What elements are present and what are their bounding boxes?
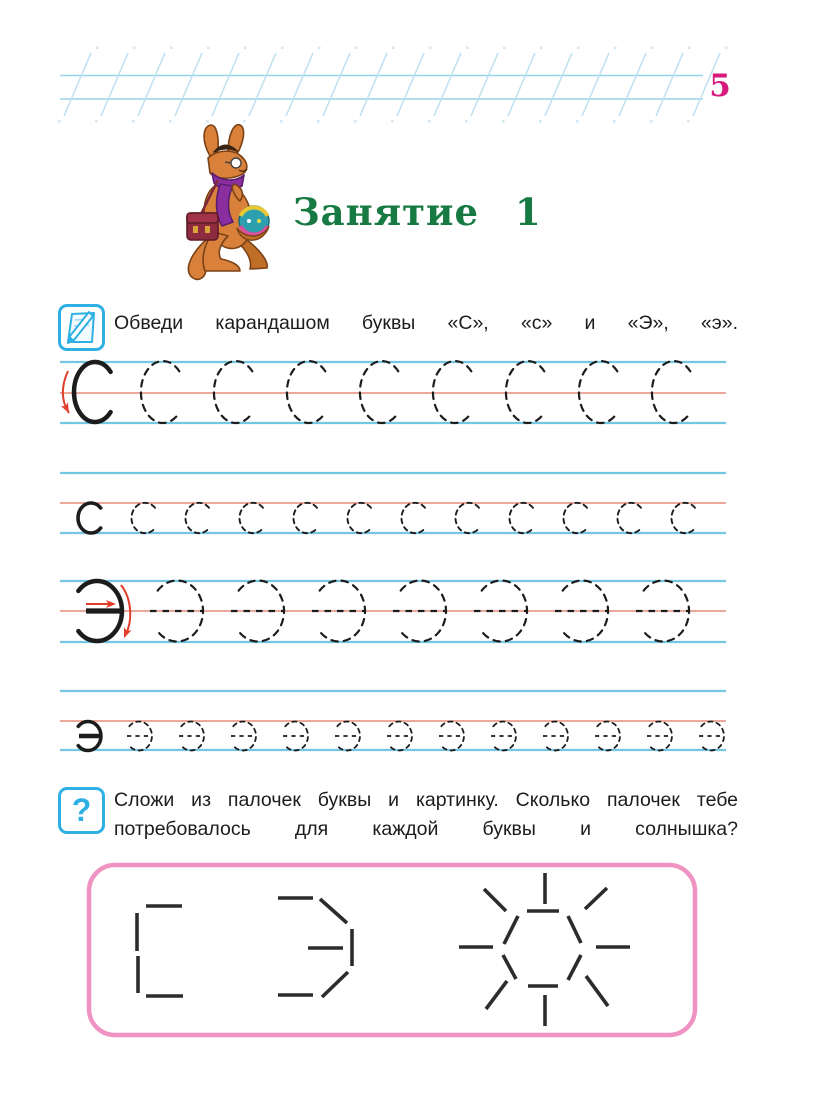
dashed-letter-э <box>491 722 516 751</box>
solid-letter-с <box>78 503 101 533</box>
dashed-letter-С <box>360 361 398 423</box>
dashed-letter-с <box>347 503 371 533</box>
dashed-letter-с <box>509 503 533 533</box>
dashed-letter-э <box>595 722 620 751</box>
dashed-letter-с <box>563 503 587 533</box>
instruction-stick-letters: Сложи из палочек буквы и картинку. Сколько палочек тебе потребовалось для каждой буквы и солнышка? <box>114 789 738 840</box>
stick-figures-box <box>89 865 695 1035</box>
dashed-letter-э <box>231 722 256 751</box>
stroke-direction-arrow <box>61 371 69 413</box>
dashed-letter-с <box>455 503 479 533</box>
pencil-task-icon-box <box>58 304 105 351</box>
dashed-letter-э <box>179 722 204 751</box>
dashed-letter-С <box>287 361 325 423</box>
slant-guides <box>58 47 728 123</box>
tracing-row-lower-s <box>60 473 726 533</box>
dashed-letter-э <box>283 722 308 751</box>
solid-letter-э <box>78 722 101 751</box>
dashed-letter-С <box>141 361 179 423</box>
tracing-rows <box>60 361 726 751</box>
lesson-title-word: Занятие <box>293 190 479 234</box>
stroke-direction-arrow <box>86 600 116 608</box>
tracing-row-upper-s <box>60 361 726 423</box>
easter-egg-ball <box>237 206 269 240</box>
lesson-title <box>293 190 542 234</box>
dashed-letter-э <box>647 722 672 751</box>
dashed-letter-э <box>387 722 412 751</box>
lesson-number: 1 <box>514 190 542 234</box>
dashed-letter-э <box>439 722 464 751</box>
dashed-letter-с <box>293 503 317 533</box>
tracing-row-lower-e <box>60 691 726 751</box>
bag-flap <box>187 213 218 223</box>
dashed-letter-С <box>433 361 471 423</box>
dashed-letter-с <box>617 503 641 533</box>
bag-clasp <box>205 226 210 233</box>
dashed-letter-с <box>131 503 155 533</box>
page-number: 5 <box>709 68 731 104</box>
dashed-letter-с <box>671 503 695 533</box>
dashed-letter-э <box>335 722 360 751</box>
dashed-letter-с <box>185 503 209 533</box>
bag-clasp <box>193 226 198 233</box>
dashed-letter-э <box>127 722 152 751</box>
dashed-letter-С <box>506 361 544 423</box>
dashed-letter-С <box>652 361 690 423</box>
question-icon: ? <box>71 792 92 828</box>
solid-letter-С <box>74 362 111 422</box>
question-task-icon-box <box>58 787 105 834</box>
kangaroo-illustration <box>170 122 290 284</box>
dashed-letter-с <box>239 503 263 533</box>
pencil-icon <box>61 307 102 348</box>
dashed-letter-С <box>579 361 617 423</box>
dashed-letter-с <box>401 503 425 533</box>
instruction-trace-letters: Обведи карандашом буквы «С», «с» и «Э», «э». <box>114 312 738 334</box>
dashed-letter-э <box>699 722 724 751</box>
tracing-row-upper-e <box>60 580 726 642</box>
dashed-letter-С <box>214 361 252 423</box>
dashed-letter-э <box>543 722 568 751</box>
